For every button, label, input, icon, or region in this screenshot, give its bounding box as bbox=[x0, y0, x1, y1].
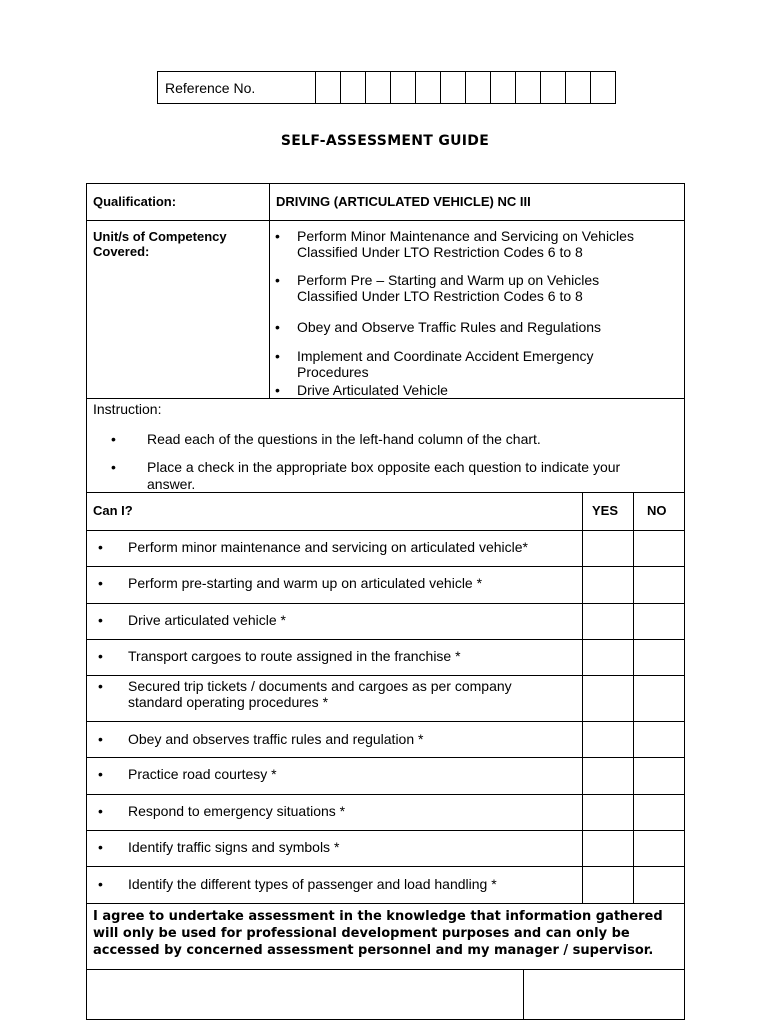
question-text: Identify the different types of passenger and load handling * bbox=[128, 876, 497, 892]
row-divider bbox=[86, 903, 685, 904]
reference-number-table bbox=[157, 71, 616, 104]
agreement-line: will only be used for professional development purposes and can only be bbox=[93, 926, 630, 941]
reference-digit-box[interactable] bbox=[366, 72, 391, 104]
agreement-line: accessed by concerned assessment personnel and my manager / supervisor. bbox=[93, 943, 654, 958]
competency-text: Classified Under LTO Restriction Codes 6 to 8 bbox=[297, 244, 583, 260]
no-checkbox[interactable] bbox=[634, 867, 684, 903]
reference-digit-box[interactable] bbox=[466, 72, 491, 104]
bullet-icon: • bbox=[275, 348, 280, 364]
yes-checkbox[interactable] bbox=[583, 567, 633, 603]
units-label: Covered: bbox=[93, 244, 150, 259]
competency-text: Implement and Coordinate Accident Emergency bbox=[297, 348, 594, 364]
bullet-icon: • bbox=[98, 648, 103, 664]
reference-digit-box[interactable] bbox=[441, 72, 466, 104]
bullet-icon: • bbox=[111, 459, 116, 475]
no-checkbox[interactable] bbox=[634, 604, 684, 639]
no-checkbox[interactable] bbox=[634, 795, 684, 830]
question-text: standard operating procedures * bbox=[128, 694, 329, 710]
yes-checkbox[interactable] bbox=[583, 722, 633, 757]
bullet-icon: • bbox=[275, 228, 280, 244]
question-text: Respond to emergency situations * bbox=[128, 803, 346, 819]
competency-text: Procedures bbox=[297, 364, 369, 380]
bullet-icon: • bbox=[275, 382, 280, 398]
yes-column-header: YES bbox=[592, 503, 619, 518]
bullet-icon: • bbox=[98, 612, 103, 628]
reference-digit-box[interactable] bbox=[391, 72, 416, 104]
reference-digit-box[interactable] bbox=[341, 72, 366, 104]
competency-text: Perform Minor Maintenance and Servicing on Vehicles bbox=[297, 228, 634, 244]
competency-text: Obey and Observe Traffic Rules and Regulations bbox=[297, 319, 602, 335]
no-checkbox[interactable] bbox=[634, 722, 684, 757]
question-text: Secured trip tickets / documents and cargoes as per company bbox=[128, 678, 512, 694]
bullet-icon: • bbox=[98, 539, 103, 555]
competency-text: Perform Pre – Starting and Warm up on Vehicles bbox=[297, 272, 600, 288]
row-divider bbox=[86, 220, 685, 221]
reference-digit-box[interactable] bbox=[316, 72, 341, 104]
question-text: Perform pre-starting and warm up on articulated vehicle * bbox=[128, 575, 483, 591]
agreement-line: I agree to undertake assessment in the knowledge that information gathered bbox=[93, 909, 663, 924]
bullet-icon: • bbox=[98, 839, 103, 855]
instruction-text: Place a check in the appropriate box opposite each question to indicate your bbox=[147, 459, 621, 475]
no-checkbox[interactable] bbox=[634, 567, 684, 603]
question-text: Identify traffic signs and symbols * bbox=[128, 839, 340, 855]
yes-checkbox[interactable] bbox=[583, 604, 633, 639]
page-title: SELF-ASSESSMENT GUIDE bbox=[280, 133, 490, 149]
bullet-icon: • bbox=[98, 766, 103, 782]
reference-digit-box[interactable] bbox=[416, 72, 441, 104]
yes-checkbox[interactable] bbox=[583, 831, 633, 866]
bullet-icon: • bbox=[275, 319, 280, 335]
yes-checkbox[interactable] bbox=[583, 640, 633, 675]
reference-digit-box[interactable] bbox=[541, 72, 566, 104]
candidate-signature-field[interactable] bbox=[87, 970, 523, 1019]
bullet-icon: • bbox=[98, 876, 103, 892]
column-divider bbox=[269, 183, 270, 398]
no-checkbox[interactable] bbox=[634, 758, 684, 794]
no-checkbox[interactable] bbox=[634, 676, 684, 721]
reference-digit-box[interactable] bbox=[491, 72, 516, 104]
yes-checkbox[interactable] bbox=[583, 867, 633, 903]
competency-text: Classified Under LTO Restriction Codes 6 to 8 bbox=[297, 288, 583, 304]
instruction-label: Instruction: bbox=[93, 401, 162, 417]
yes-checkbox[interactable] bbox=[583, 531, 633, 566]
question-text: Perform minor maintenance and servicing on articulated vehicle* bbox=[128, 539, 528, 555]
question-text: Practice road courtesy * bbox=[128, 766, 277, 782]
row-divider bbox=[86, 492, 685, 493]
instruction-text: answer. bbox=[147, 476, 196, 492]
bullet-icon: • bbox=[98, 731, 103, 747]
reference-digit-box[interactable] bbox=[591, 72, 616, 104]
row-divider bbox=[86, 398, 685, 399]
yes-checkbox[interactable] bbox=[583, 795, 633, 830]
checklist-header: Can I? bbox=[93, 503, 133, 518]
bullet-icon: • bbox=[111, 431, 116, 447]
date-field[interactable] bbox=[524, 970, 684, 1019]
instruction-text: Read each of the questions in the left-hand column of the chart. bbox=[147, 431, 541, 447]
no-checkbox[interactable] bbox=[634, 531, 684, 566]
competency-text: Drive Articulated Vehicle bbox=[297, 382, 448, 398]
bullet-icon: • bbox=[275, 272, 280, 288]
no-column-header: NO bbox=[647, 503, 667, 518]
agreement-statement bbox=[93, 908, 678, 959]
yes-checkbox[interactable] bbox=[583, 676, 633, 721]
qualification-value: DRIVING (ARTICULATED VEHICLE) NC III bbox=[276, 194, 531, 209]
bullet-icon: • bbox=[98, 803, 103, 819]
bullet-icon: • bbox=[98, 575, 103, 591]
yes-checkbox[interactable] bbox=[583, 758, 633, 794]
qualification-label: Qualification: bbox=[93, 194, 177, 209]
reference-digit-box[interactable] bbox=[566, 72, 591, 104]
question-text: Transport cargoes to route assigned in the franchise * bbox=[128, 648, 461, 664]
no-checkbox[interactable] bbox=[634, 640, 684, 675]
bullet-icon: • bbox=[98, 678, 103, 694]
reference-number-row bbox=[158, 72, 616, 104]
no-checkbox[interactable] bbox=[634, 831, 684, 866]
question-text: Obey and observes traffic rules and regulation * bbox=[128, 731, 424, 747]
question-text: Drive articulated vehicle * bbox=[128, 612, 286, 628]
units-label: Unit/s of Competency bbox=[93, 229, 227, 244]
reference-number-label: Reference No. bbox=[158, 72, 316, 104]
reference-digit-box[interactable] bbox=[516, 72, 541, 104]
